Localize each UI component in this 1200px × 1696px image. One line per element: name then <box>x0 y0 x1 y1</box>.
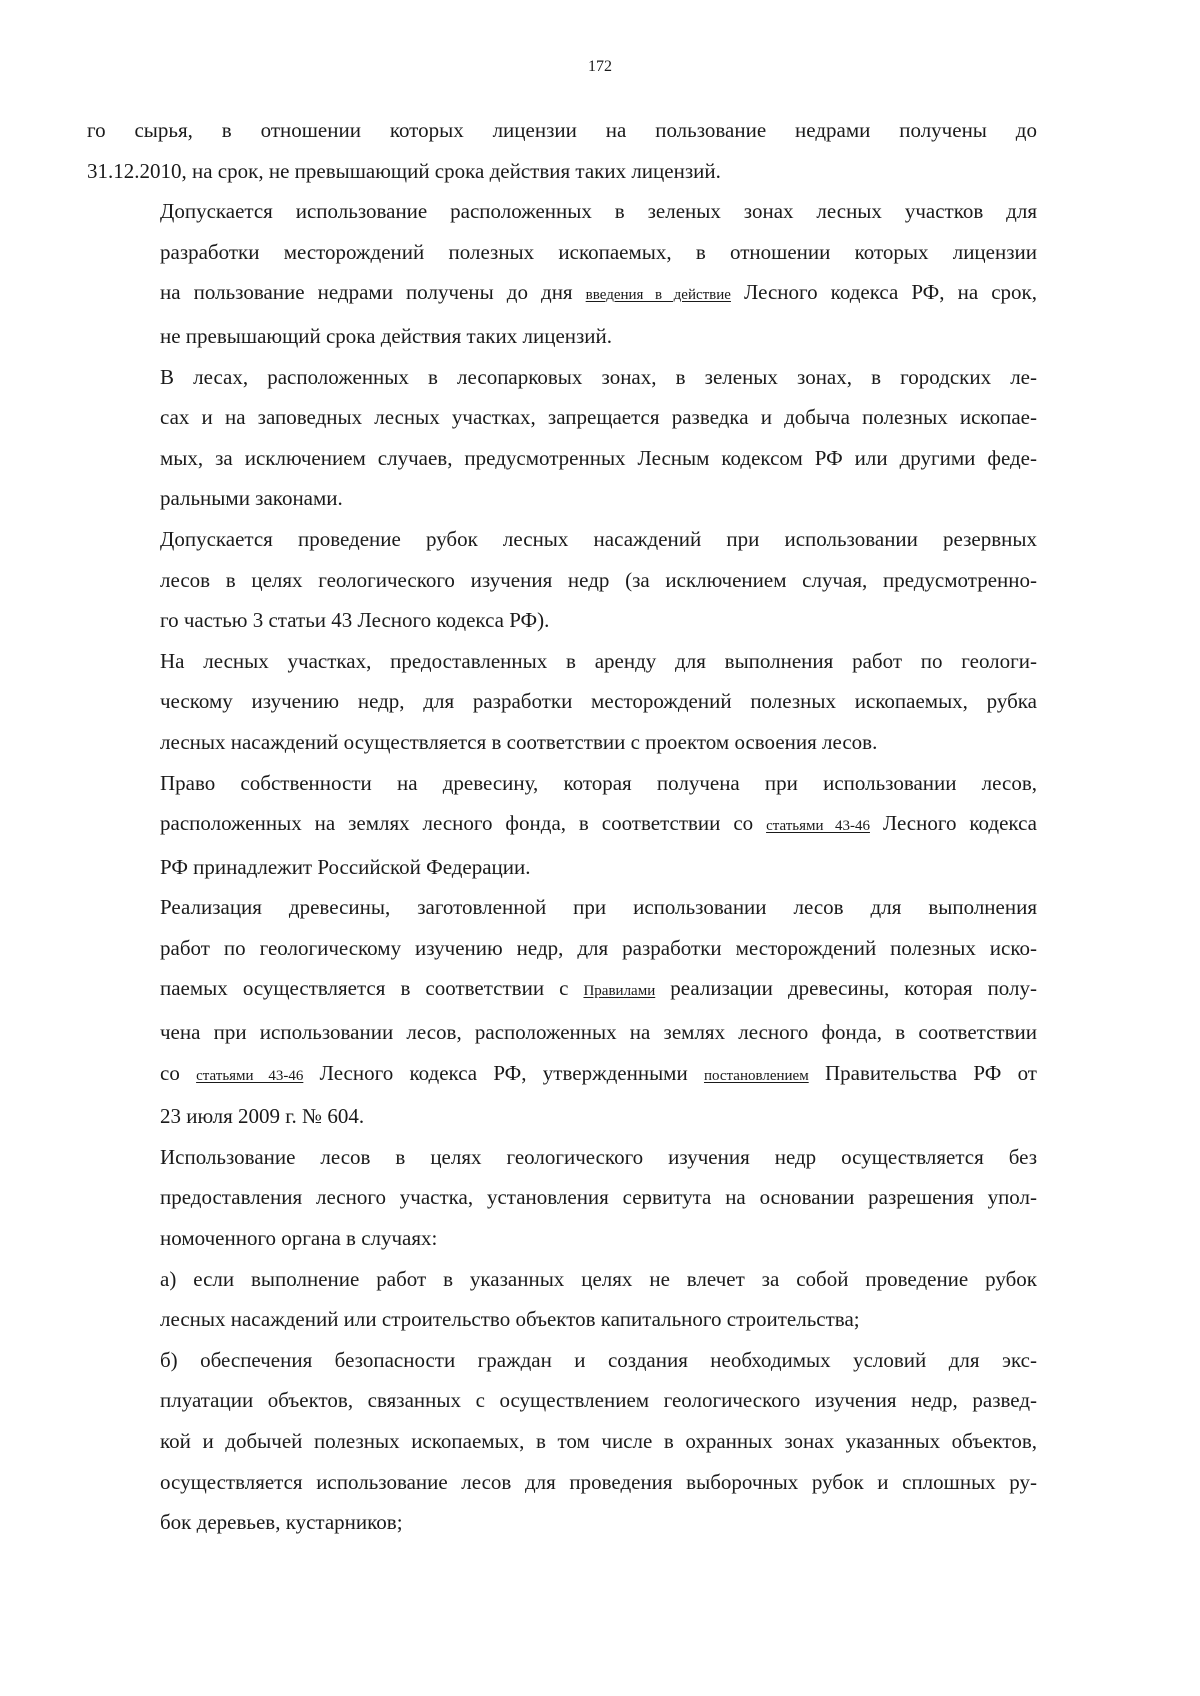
text-segment: реализации древесины, которая полу- <box>655 976 1037 1001</box>
text-line: Допускается использование расположенных в зеленых зонах лесных участков для <box>160 199 1037 224</box>
text-line: го частью 3 статьи 43 Лесного кодекса РФ). <box>160 608 550 633</box>
text-line: плуатации объектов, связанных с осуществлением геологического изучения недр, развед- <box>160 1388 1037 1413</box>
text-line: бок деревьев, кустарников; <box>160 1510 403 1535</box>
text-line: 23 июля 2009 г. № 604. <box>160 1104 365 1129</box>
text-line: 31.12.2010, на срок, не превышающий срока действия таких лицензий. <box>87 158 721 183</box>
paragraph <box>87 357 1037 519</box>
paragraph <box>87 191 1037 356</box>
text-line: Допускается проведение рубок лесных насаждений при использовании резервных <box>160 526 1037 551</box>
text-line: а) если выполнение работ в указанных целях не влечет за собой проведение рубок <box>160 1266 1037 1291</box>
text-line <box>87 1053 1037 1097</box>
text-line: кой и добычей полезных ископаемых, в том числе в охранных зонах указанных объектов, <box>160 1429 1037 1453</box>
text-line: лесных насаждений осуществляется в соответствии с проектом освоения лесов. <box>160 729 878 754</box>
text-line: Использование лесов в целях геологического изучения недр осуществляется без <box>160 1144 1037 1169</box>
text-line: работ по геологическому изучению недр, для разработки месторождений полезных иско- <box>160 935 1037 960</box>
text-line: РФ принадлежит Российской Федерации. <box>160 854 531 879</box>
text-line: ральными законами. <box>160 486 343 511</box>
text-line: не превышающий срока действия таких лицензий. <box>160 323 613 348</box>
text-segment: Лесного кодекса РФ, утвержденными <box>303 1060 704 1085</box>
text-line: предоставления лесного участка, установления сервитута на основании разрешения упол- <box>160 1185 1037 1210</box>
text-segment: Лесного кодекса РФ, на срок, <box>730 280 1037 305</box>
text-line: номоченного органа в случаях: <box>160 1226 438 1251</box>
text-segment: расположенных на землях лесного фонда, в соответствии со <box>160 811 767 836</box>
text-segment: паемых осуществляется в соответствии с <box>160 976 584 1001</box>
text-line: сах и на заповедных лесных участках, запрещается разведка и добыча полезных ископае- <box>160 405 1037 430</box>
text-line: мых, за исключением случаев, предусмотренных Лесным кодексом РФ или другими феде- <box>160 445 1037 470</box>
document-link[interactable]: введения в действие <box>585 287 731 304</box>
text-segment: Правительства РФ от <box>808 1060 1037 1085</box>
document-link[interactable]: Правилами <box>583 983 656 1000</box>
text-segment: со <box>160 1060 197 1085</box>
text-line: ческому изучению недр, для разработки месторождений полезных ископаемых, рубка <box>160 689 1037 714</box>
text-line <box>87 803 1037 847</box>
paragraph <box>87 1340 1037 1543</box>
text-line <box>87 968 1037 1012</box>
paragraph <box>87 1259 1037 1340</box>
text-line: б) обеспечения безопасности граждан и создания необходимых условий для экс- <box>160 1347 1037 1372</box>
text-line <box>87 272 1037 316</box>
text-segment: Лесного кодекса <box>869 811 1037 836</box>
text-line: Право собственности на древесину, которая получена при использовании лесов, <box>160 770 1037 795</box>
paragraph <box>87 1137 1037 1259</box>
text-line: го сырья, в отношении которых лицензии на пользование недрами получены до <box>87 118 1037 142</box>
body-text <box>87 110 1037 1543</box>
text-line: лесов в целях геологического изучения недр (за исключением случая, предусмотренно- <box>160 567 1037 592</box>
document-link[interactable]: статьями 43-46 <box>766 818 870 835</box>
text-line: На лесных участках, предоставленных в аренду для выполнения работ по геологи- <box>160 648 1037 673</box>
document-link[interactable]: постановлением <box>703 1067 809 1084</box>
text-line: разработки месторождений полезных ископаемых, в отношении которых лицензии <box>160 239 1037 264</box>
paragraph <box>87 110 1037 191</box>
paragraph <box>87 763 1037 888</box>
page-number: 172 <box>588 58 612 75</box>
paragraph <box>87 519 1037 641</box>
text-segment: на пользование недрами получены до дня <box>160 280 586 305</box>
text-line: лесных насаждений или строительство объектов капитального строительства; <box>160 1307 860 1332</box>
text-line: Реализация древесины, заготовленной при использовании лесов для выполнения <box>160 895 1037 920</box>
text-line: чена при использовании лесов, расположенных на землях лесного фонда, в соответствии <box>160 1020 1037 1045</box>
text-line: осуществляется использование лесов для проведения выборочных рубок и сплошных ру- <box>160 1469 1037 1494</box>
paragraph <box>87 887 1037 1137</box>
paragraph <box>87 641 1037 763</box>
text-line: В лесах, расположенных в лесопарковых зонах, в зеленых зонах, в городских ле- <box>160 364 1037 389</box>
document-link[interactable]: статьями 43-46 <box>196 1067 304 1084</box>
